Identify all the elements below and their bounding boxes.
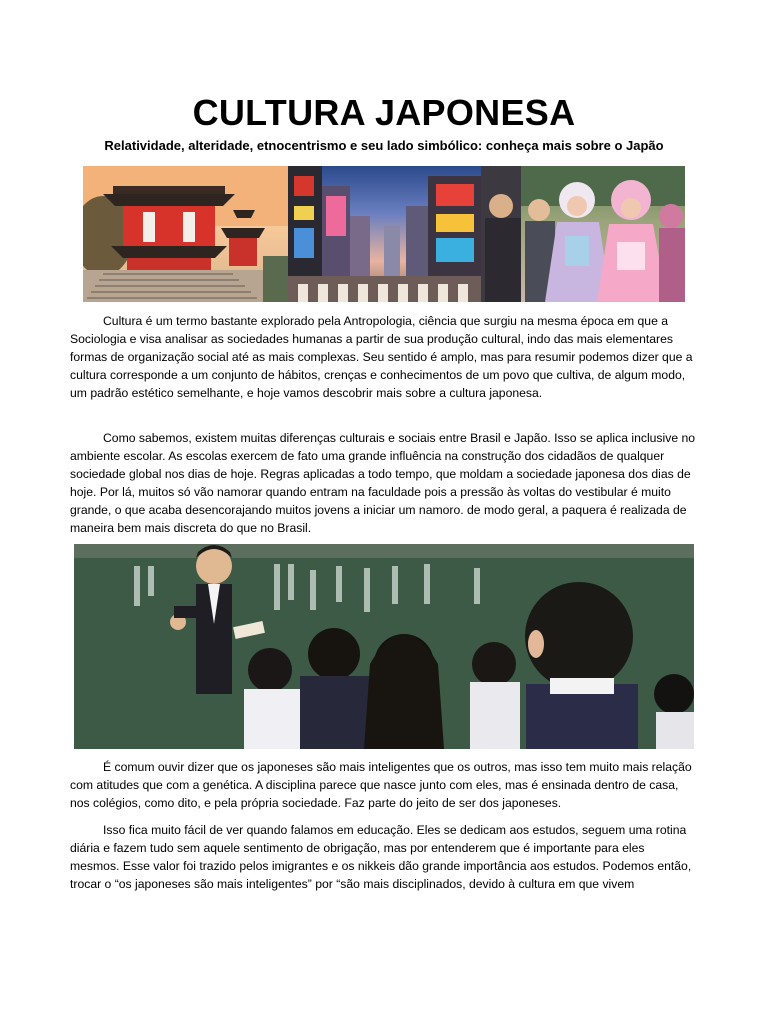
paragraph-1: Cultura é um termo bastante explorado pela Antropologia, ciência que surgiu na mesma época em que a Sociologia e visa analisar as sociedades humanas a partir de sua produção cultural, indo das mais elementares formas de organização social até as mais complexas. Seu sentido é amplo, mas para resumir podemos dizer que a cultura corresponde a um conjunto de hábitos, crenças e conhecimentos de um povo que cultiva, de algum modo, um padrão estético semelhante, e hoje vamos descobrir mais sobre a cultura japonesa. xyxy=(70,314,693,400)
japan-collage-image xyxy=(83,166,685,302)
paragraph-3: É comum ouvir dizer que os japoneses são mais inteligentes que os outros, mas isso tem muito mais relação com atitudes que com a genética. A disciplina parece que nasce junto com eles, mas é ensinada dentro de casa, nos colégios, como dito, e pela própria sociedade. Faz parte do jeito de ser dos japoneses. xyxy=(70,760,692,810)
street-fashion-photo xyxy=(481,166,685,302)
paragraph-4: Isso fica muito fácil de ver quando falamos em educação. Eles se dedicam aos estudos, seguem uma rotina diária e fazem tudo sem aquele sentimento de obrigação, mas por entenderem que é importante para eles mesmos. Esse valor foi trazido pelos imigrantes e os nikkeis dão grande importância aos estudos. Podemos então, trocar o “os japoneses são mais inteligentes” por “são mais disciplinados, devido à cultura em que vivem xyxy=(70,823,692,891)
document-title: CULTURA JAPONESA xyxy=(192,92,576,133)
paragraph-2: Como sabemos, existem muitas diferenças culturais e sociais entre Brasil e Japão. Isso se aplica inclusive no ambiente escolar. As escolas exercem de fato uma grande influência na construção dos cidadãos de qualquer sociedade global nos dias de hoje. Regras aplicadas a todo tempo, que moldam a sociedade japonesa dos dias de hoje. Por lá, muitos só vão namorar quando entram na faculdade pois a pressão às voltas do vestibular é muito grande, o que acaba desencorajando muitos jovens a iniciar um namoro. de modo geral, a paquera é realizada de maneira bem mais discreta do que no Brasil. xyxy=(70,431,696,535)
temple-photo xyxy=(83,166,288,302)
document-subtitle: Relatividade, alteridade, etnocentrismo e seu lado simbólico: conheça mais sobre o Japão xyxy=(104,138,664,153)
classroom-photo xyxy=(74,544,694,749)
city-crossing-photo xyxy=(288,166,481,302)
